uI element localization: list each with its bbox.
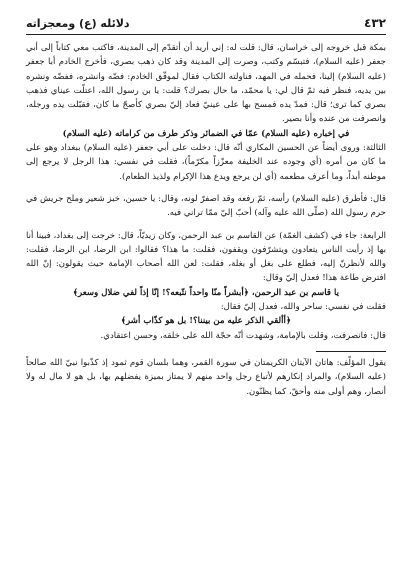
paragraph: فقلت في نفسي: ساحر والله، فعدل إليّ فقال: (220, 302, 386, 313)
chapter-title: دلائله (ع) ومعجزاته (26, 17, 130, 30)
section-rule (316, 351, 386, 352)
paragraph: بمكة قبل خروجه إلى خراسان، قال: قلت له: إني أريد أن أتقدّم إلى المدينة، فاكتب معي كتاباً إلى أبي جعفر (عليه السلام)، فتبسّم وكتب، وصرت إلى المدينة وقد كان ذهب بصري، فأخرج الخادم أبا جعفر (عليه السلام) إلينا، فحمله في المهد، فناولته الكتاب فقال لموفّق الخادم: فضّه وانشره، ففضّه ونشره بين يديه، فنظر فيه ثمّ قال لي: يا محمّد، ما حال بصرك؟ قلت: يا بن رسول الله، اعتلّت عيناي فذهب بصري كما ترى؛ قال: فمدّ يده فمسح بها على عينيّ فعاد إليّ بصري كأصحّ ما كان، فقبّلت يده ورجله، وانصرفت من عنده وأنا بصير. (26, 43, 386, 125)
body-text (26, 41, 386, 399)
page-number: ٤٣٢ (364, 16, 386, 30)
paragraph: قال: فانصرفت، وقلت بالإمامة، وشهدت أنّه حجّة الله على خلقه، وحسن اعتقادي. (100, 330, 386, 341)
section-heading: في إخباره (عليه السلام) عمّا في الضمائر وذكر طرف من كراماته (عليه السلام) (62, 128, 350, 139)
quran-verse: ﴿أألقي الذكر عليه من بيننا؟! بل هو كذّاب أشر﴾ (121, 316, 291, 327)
paragraph: الثالثة: وروى أيضاً عن الحسين المكاري أنّه قال: دخلت على أبي جعفر (عليه السلام) ببغداد وهو على ما كان من أمره (أي وجوده عند الخليفة معزّزاً مكرّماً)، فقلت في نفسي: هذا الرجل لا يرجع إلى موطنه أبداً، وما أعرف مطعمه (أي لن يرجع ويدع هذا الإكرام ولذيذ الطعام). (26, 143, 386, 182)
page-header (26, 12, 386, 30)
paragraph: قال: فأطرق (عليه السلام) رأسه، ثمّ رفعه وقد اصفرّ لونه، وقال: يا حسين، خبز شعير وملح جريش في حرم رسول الله (صلّى الله عليه وآله) أحبّ إليّ ممّا تراني فيه. (26, 193, 386, 219)
quran-verse: يا قاسم بن عبد الرحمن، ﴿أبشراً منّا واحداً نتّبعه؟! إنّا إذاً لفي ضلال وسعر﴾ (73, 287, 339, 298)
paragraph: يقول المؤلّف: هاتان الآيتان الكريمتان في سورة القمر، وهما بلسان قوم ثمود إذ كذّبوا نبيّ الله صالحاً (عليه السلام)، والمراد إنكارهم لأتباع رجل واحد منهم لا يمتاز بميزة يفضلهم بها، بل هو لا مال له ولا أنصار، وهم أولى منه وأحقّ، كما يظنّون. (26, 357, 386, 397)
header-rule (26, 34, 386, 35)
paragraph: الرابعة: جاء في (كشف الغمّة) عن القاسم بن عبد الرحمن، وكان زيديّاً، قال: خرجت إلى بغداد، فبينا أنا بها إذ رأيت الناس يتعادون ويتشرّفون ويقفون، فقلت: ما هذا؟ فقالوا: ابن الرضا، ابن الرضا، فقلت: والله لأنظرنّ إليه، فطلع على بغل أو بغلة، فقلت: لعن الله أصحاب الإمامة حيث يقولون: إنّ الله افترض طاعة هذا! فعدل إليّ وقال: (26, 230, 386, 284)
